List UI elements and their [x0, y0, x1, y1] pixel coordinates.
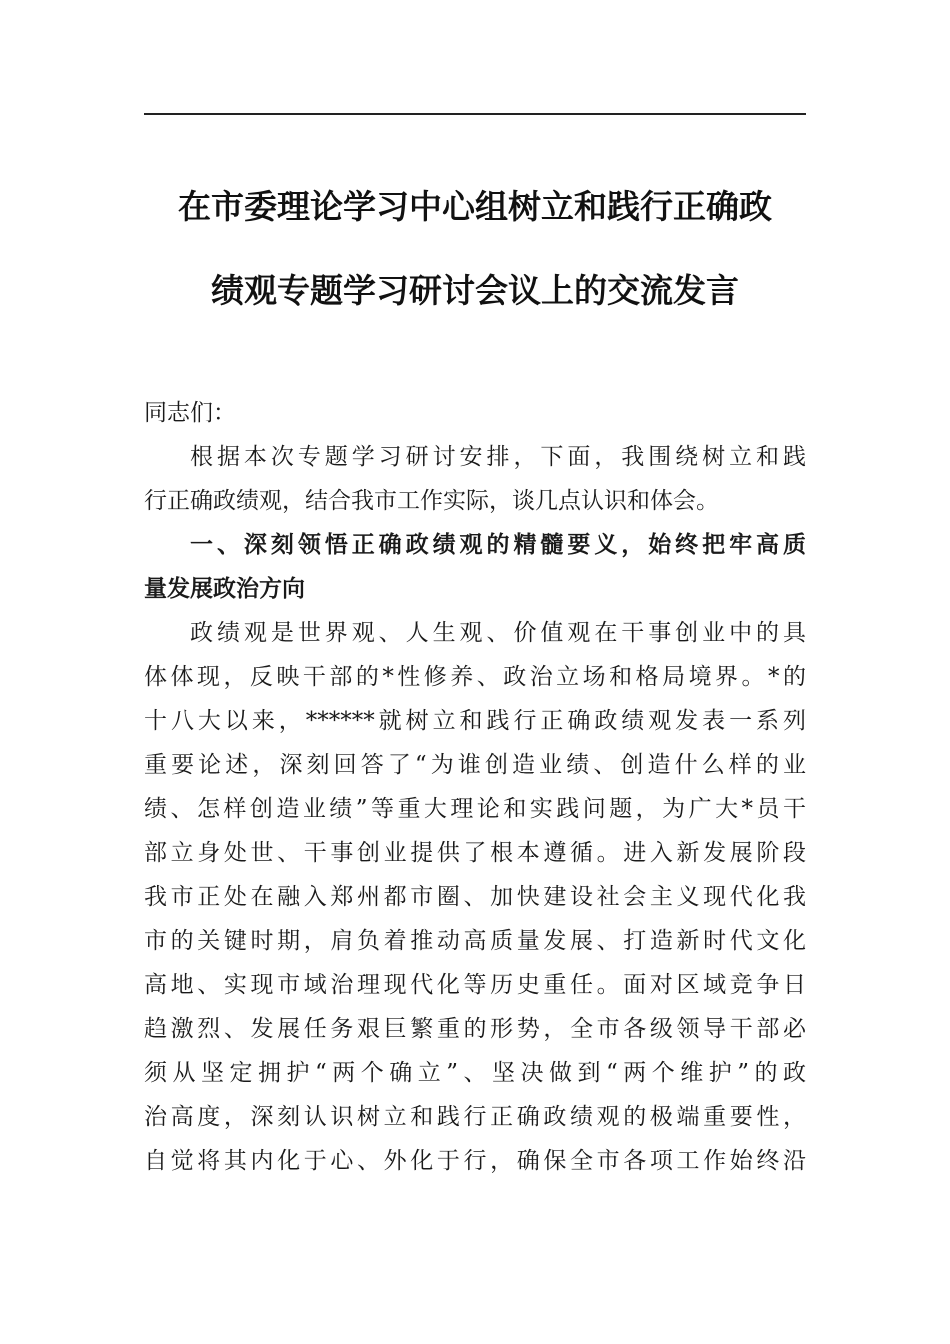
document-body	[144, 391, 806, 1183]
paragraph-line: 趋激烈、发展任务艰巨繁重的形势，全市各级领导干部必	[144, 1016, 806, 1042]
title-line-1: 在市委理论学习中心组树立和践行正确政	[178, 187, 772, 226]
intro-line: 根据本次专题学习研讨安排，下面，我围绕树立和践	[190, 444, 806, 470]
document-title	[144, 165, 806, 333]
paragraph-line: 绩、怎样创造业绩”等重大理论和实践问题，为广大*员干	[144, 796, 806, 822]
paragraph-line: 政绩观是世界观、人生观、价值观在干事创业中的具	[190, 620, 806, 646]
section-heading-1: 一、深刻领悟正确政绩观的精髓要义，始终把牢高质	[190, 532, 806, 558]
paragraph-line: 我市正处在融入郑州都市圈、加快建设社会主义现代化我	[144, 884, 806, 910]
paragraph-line: 部立身处世、干事创业提供了根本遵循。进入新发展阶段	[144, 840, 806, 866]
paragraph-line: 十八大以来，******就树立和践行正确政绩观发表一系列	[144, 708, 806, 734]
paragraph-line: 须从坚定拥护“两个确立”、坚决做到“两个维护”的政	[144, 1060, 806, 1086]
salutation: 同志们：	[144, 400, 236, 426]
title-line-2: 绩观专题学习研讨会议上的交流发言	[211, 271, 739, 310]
section-heading-1-cont: 量发展政治方向	[144, 576, 305, 602]
paragraph-line: 体体现，反映干部的*性修养、政治立场和格局境界。*的	[144, 664, 806, 690]
header-rule	[144, 113, 806, 115]
paragraph-line: 重要论述，深刻回答了“为谁创造业绩、创造什么样的业	[144, 752, 806, 778]
paragraph-line: 治高度，深刻认识树立和践行正确政绩观的极端重要性，	[144, 1104, 806, 1130]
paragraph-line: 自觉将其内化于心、外化于行，确保全市各项工作始终沿	[144, 1148, 806, 1174]
paragraph-line: 高地、实现市域治理现代化等历史重任。面对区域竞争日	[144, 972, 806, 998]
paragraph-line: 市的关键时期，肩负着推动高质量发展、打造新时代文化	[144, 928, 806, 954]
intro-line: 行正确政绩观，结合我市工作实际，谈几点认识和体会。	[144, 488, 719, 514]
